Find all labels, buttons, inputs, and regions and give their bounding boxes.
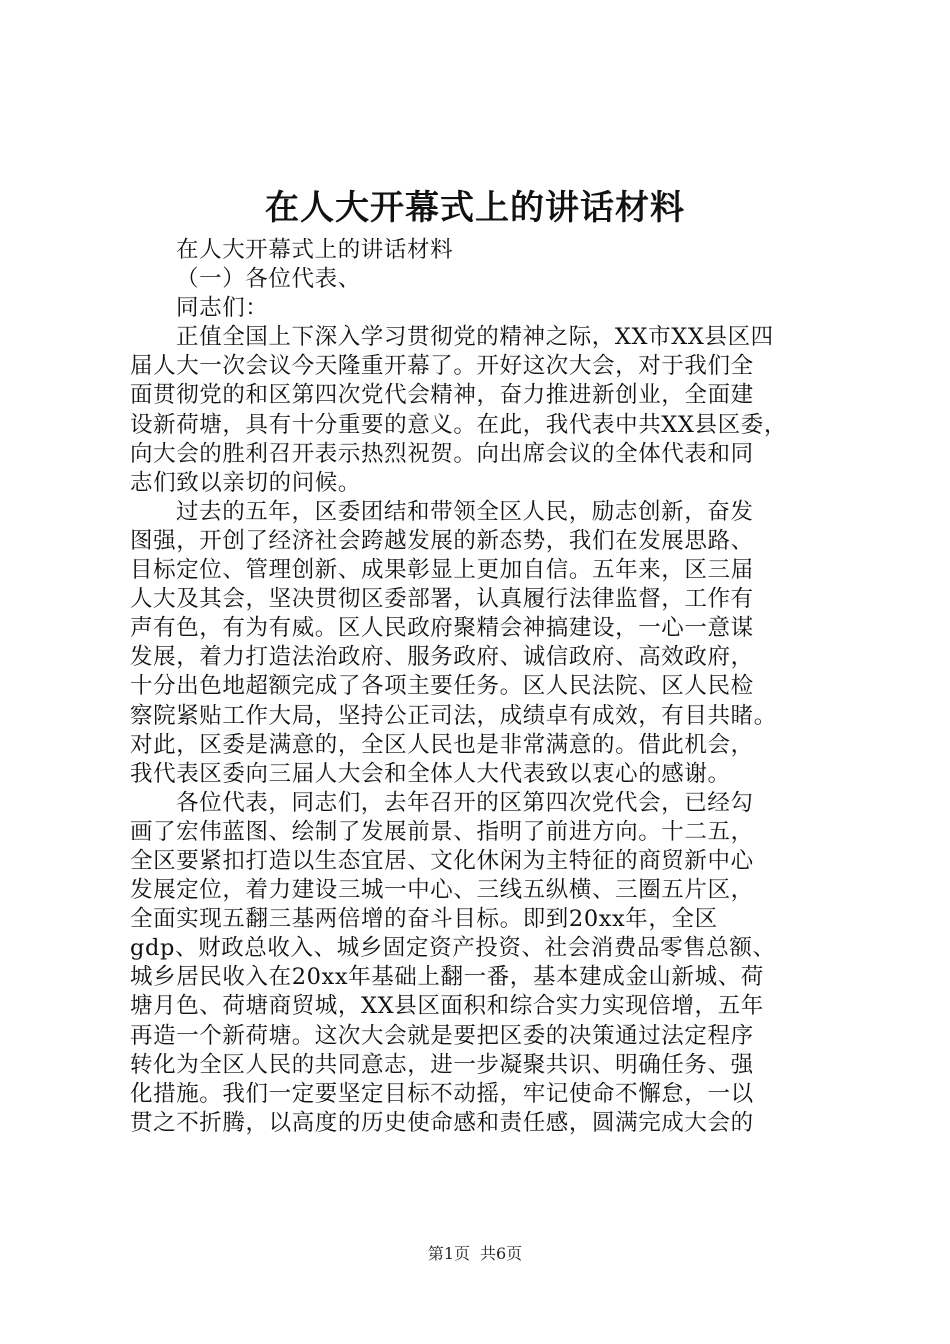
text-line: gdp、财政总收入、城乡固定资产投资、社会消费品零售总额、: [130, 935, 776, 962]
text-line: 转化为全区人民的共同意志，进一步凝聚共识、明确任务、强: [130, 1051, 754, 1078]
document-title: 在人大开幕式上的讲话材料: [265, 188, 685, 228]
page-number: 第1页: [427, 1244, 470, 1263]
text-line: 画了宏伟蓝图、绘制了发展前景、指明了前进方向。十二五，: [130, 818, 754, 845]
text-line: 塘月色、荷塘商贸城，XX县区面积和综合实力实现倍增，五年: [130, 993, 764, 1020]
text-line: 面贯彻党的和区第四次党代会精神，奋力推进新创业，全面建: [130, 382, 754, 409]
text-line: 全面实现五翻三基两倍增的奋斗目标。即到20xx年，全区: [130, 906, 718, 933]
text-line: 再造一个新荷塘。这次大会就是要把区委的决策通过法定程序: [130, 1022, 754, 1049]
document-body: [130, 236, 830, 1138]
text-line: 贯之不折腾，以高度的历史使命感和责任感，圆满完成大会的: [130, 1109, 754, 1136]
text-line: 设新荷塘，具有十分重要的意义。在此，我代表中共XX县区委，: [130, 411, 787, 438]
text-line: 察院紧贴工作大局，坚持公正司法，成绩卓有成效，有目共睹。: [130, 702, 777, 729]
text-line: 图强，开创了经济社会跨越发展的新态势，我们在发展思路、: [130, 527, 754, 554]
text-line: 人大及其会，坚决贯彻区委部署，认真履行法律监督，工作有: [130, 586, 754, 613]
text-line: 城乡居民收入在20xx年基础上翻一番，基本建成金山新城、荷: [130, 964, 764, 991]
text-line: 正值全国上下深入学习贯彻党的精神之际，XX市XX县区四: [176, 324, 774, 351]
text-line: 全区要紧扣打造以生态宜居、文化休闲为主特征的商贸新中心: [130, 847, 754, 874]
text-line: 对此，区委是满意的，全区人民也是非常满意的。借此机会，: [130, 731, 754, 758]
text-line: 志们致以亲切的问候。: [130, 469, 362, 496]
text-line: 向大会的胜利召开表示热烈祝贺。向出席会议的全体代表和同: [130, 440, 754, 467]
page-footer: [0, 1244, 950, 1264]
text-line: 化措施。我们一定要坚定目标不动摇，牢记使命不懈怠，一以: [130, 1080, 754, 1107]
text-line: 目标定位、管理创新、成果彰显上更加自信。五年来，区三届: [130, 557, 754, 584]
text-line: 发展定位，着力建设三城一中心、三线五纵横、三圈五片区，: [130, 877, 754, 904]
text-line: 十分出色地超额完成了各项主要任务。区人民法院、区人民检: [130, 673, 754, 700]
text-line: 我代表区委向三届人大会和全体人大代表致以衷心的感谢。: [130, 760, 731, 787]
text-line: 各位代表，同志们，去年召开的区第四次党代会，已经勾: [176, 789, 754, 816]
text-line: 过去的五年，区委团结和带领全区人民，励志创新，奋发: [176, 498, 754, 525]
page-total: 共6页: [480, 1244, 523, 1263]
text-line: 同志们：: [176, 295, 269, 322]
text-line: 发展，着力打造法治政府、服务政府、诚信政府、高效政府，: [130, 644, 754, 671]
text-line: 在人大开幕式上的讲话材料: [176, 237, 454, 263]
text-line: 声有色，有为有威。区人民政府聚精会神搞建设，一心一意谋: [130, 615, 754, 642]
text-line: （一）各位代表、: [176, 266, 361, 293]
text-line: 届人大一次会议今天隆重开幕了。开好这次大会，对于我们全: [130, 353, 754, 380]
